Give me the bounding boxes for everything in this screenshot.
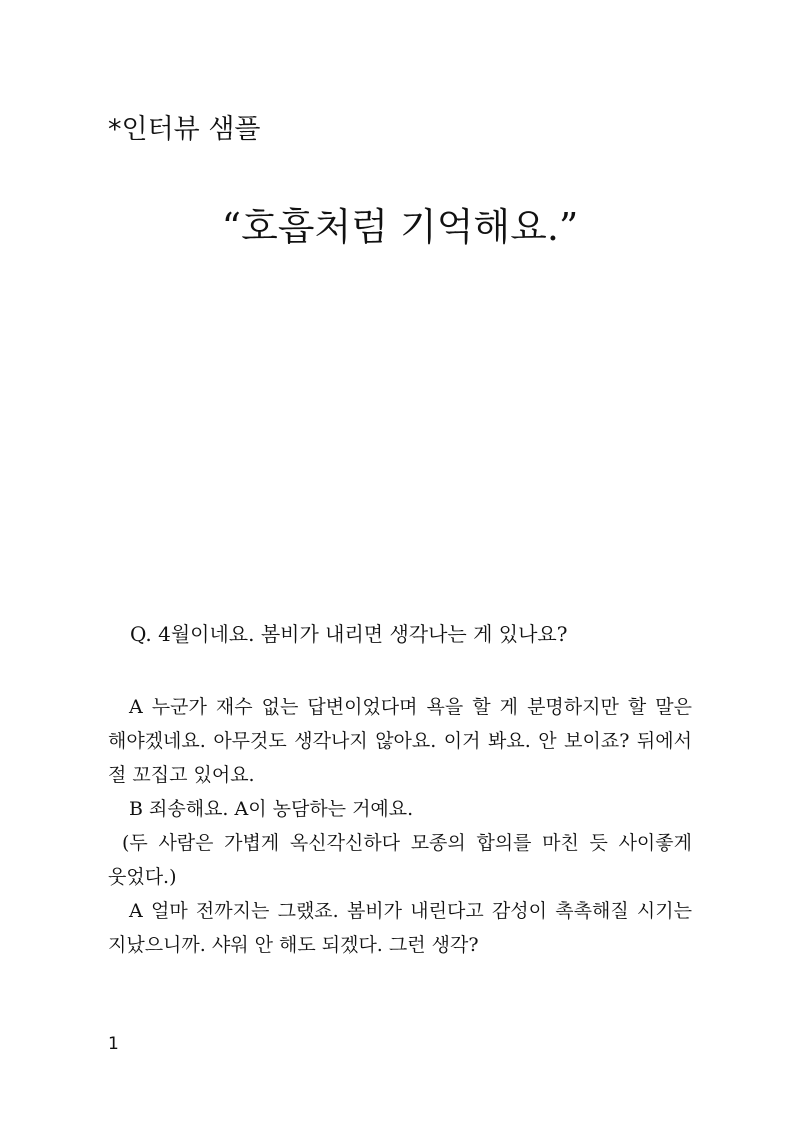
answer-paragraph: A 얼마 전까지는 그랬죠. 봄비가 내린다고 감성이 촉촉해질 시기는 지났으니까. 샤워 안 해도 되겠다. 그런 생각? xyxy=(108,900,692,956)
answer-paragraph: B 죄송해요. A이 농담하는 거예요. xyxy=(129,798,414,820)
interview-title: “호흡처럼 기억해요.” xyxy=(221,205,579,249)
answer-paragraph: A 누군가 재수 없는 답변이었다며 욕을 할 게 분명하지만 할 말은 해야겠네요. 아무것도 생각나지 않아요. 이거 봐요. 안 보이죠? 뒤에서 절 꼬집고 있어요. xyxy=(108,696,692,786)
section-heading: *인터뷰 샘플 xyxy=(108,114,261,145)
interview-question: Q. 4월이네요. 봄비가 내리면 생각나는 게 있나요? xyxy=(130,622,568,646)
page-number: 1 xyxy=(108,1034,119,1054)
narration-paragraph: (두 사람은 가볍게 옥신각신하다 모종의 합의를 마친 듯 사이좋게 웃었다.) xyxy=(108,832,692,888)
interview-body xyxy=(108,690,692,962)
